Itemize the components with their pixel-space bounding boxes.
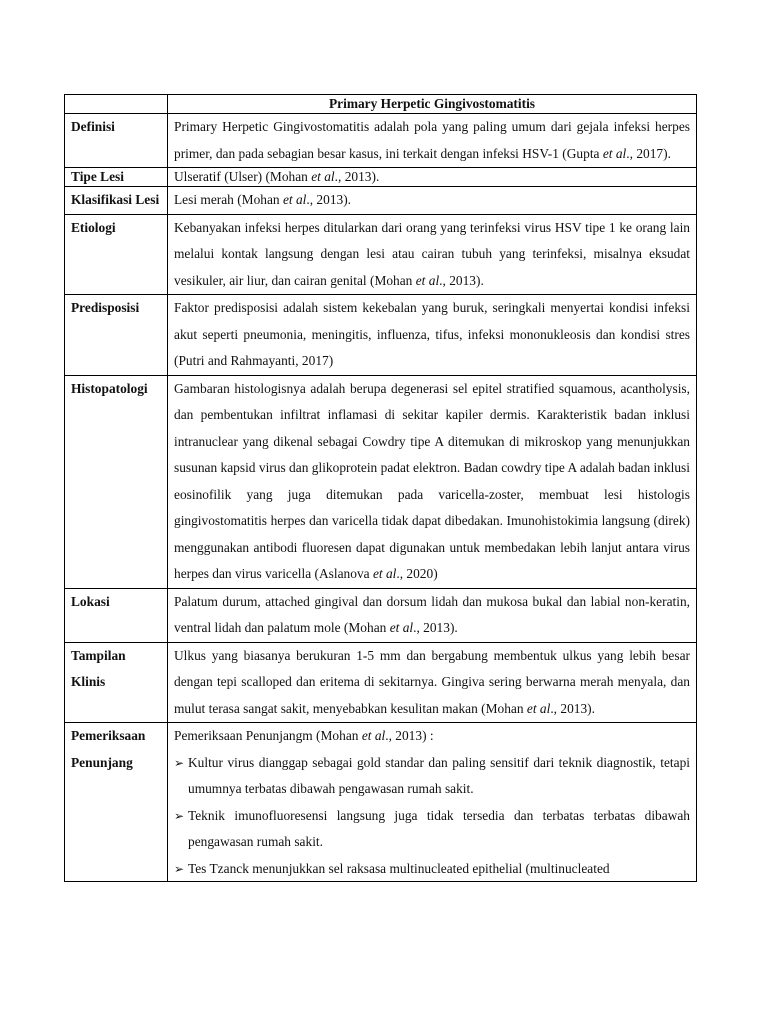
table-row [65, 588, 697, 642]
row-content: Primary Herpetic Gingivostomatitis adalah pola yang paling umum dari gejala infeksi herpes primer, dan pada sebagian besar kasus, ini terkait dengan infeksi HSV-1 (Gupta et al., 2017). [168, 114, 697, 168]
list-item-text: Kultur virus dianggap sebagai gold standar dan paling sensitif dari teknik diagnostik, tetapi umumnya terbatas dibawah pengawasan rumah sakit. [188, 754, 690, 796]
row-content: Kebanyakan infeksi herpes ditularkan dari orang yang terinfeksi virus HSV tipe 1 ke orang lain melalui kontak langsung dengan lesi atau cairan tubuh yang terinfeksi, misalnya eksudat vesikuler, air liur, dan cairan genital (Mohan et al., 2013). [168, 214, 697, 295]
info-table [64, 94, 697, 882]
list-item [174, 750, 690, 803]
row-content: Palatum durum, attached gingival dan dorsum lidah dan mukosa bukal dan labial non-keratin, ventral lidah dan palatum mole (Mohan et al., 2013). [168, 588, 697, 642]
table-row [65, 642, 697, 723]
table-row [65, 375, 697, 588]
row-content: Faktor predisposisi adalah sistem kekebalan yang buruk, seringkali menyertai kondisi infeksi akut seperti pneumonia, meningitis, influenza, tifus, infeksi mononukleosis dan kondisi stres (Putri and Rahmayanti, 2017) [168, 295, 697, 376]
table-row [65, 214, 697, 295]
arrow-bullet-icon: ➢ [174, 861, 185, 876]
table-row [65, 168, 697, 187]
list-item [174, 803, 690, 856]
row-label: Tipe Lesi [65, 168, 168, 187]
row-content [168, 723, 697, 882]
arrow-bullet-icon: ➢ [174, 755, 185, 770]
arrow-bullet-icon: ➢ [174, 808, 185, 823]
row-content: Gambaran histologisnya adalah berupa degenerasi sel epitel stratified squamous, acantholysis, dan pembentukan infiltrat inflamasi di sekitar kapiler dermis. Karakteristik badan inklusi intranuclear yang dikenal sebagai Cowdry tipe A ditemukan di mikroskop yang menunjukkan susunan kapsid virus dan glikoprotein padat elektron. Badan cowdry tipe A adalah badan inklusi eosinofilik yang juga ditemukan pada varicella-zoster, membuat lesi histologis gingivostomatitis herpes dan varicella tidak dapat dibedakan. Imunohistokimia langsung (direk) menggunakan antibodi fluoresen dapat digunakan untuk membedakan lebih lanjut antara virus herpes dan virus varicella (Aslanova et al., 2020) [168, 375, 697, 588]
row-label: Lokasi [65, 588, 168, 642]
table-header-row [65, 95, 697, 114]
row-content: Lesi merah (Mohan et al., 2013). [168, 187, 697, 215]
table-row [65, 187, 697, 215]
row-label: Tampilan Klinis [65, 642, 168, 723]
row-content: Ulseratif (Ulser) (Mohan et al., 2013). [168, 168, 697, 187]
row-label: Histopatologi [65, 375, 168, 588]
table-row [65, 723, 697, 882]
exam-intro: Pemeriksaan Penunjangm (Mohan et al., 2013) : [174, 728, 434, 743]
table-row [65, 295, 697, 376]
row-label: Predisposisi [65, 295, 168, 376]
row-label: Etiologi [65, 214, 168, 295]
row-label: Pemeriksaan Penunjang [65, 723, 168, 882]
list-item-text: Tes Tzanck menunjukkan sel raksasa multinucleated epithelial (multinucleated [188, 860, 610, 876]
table-title: Primary Herpetic Gingivostomatitis [168, 95, 697, 114]
row-label: Definisi [65, 114, 168, 168]
table-row [65, 114, 697, 168]
row-label: Klasifikasi Lesi [65, 187, 168, 215]
row-content: Ulkus yang biasanya berukuran 1-5 mm dan bergabung membentuk ulkus yang lebih besar dengan tepi scalloped dan eritema di sekitarnya. Gingiva sering berwarna merah menyala, dan mulut terasa sangat sakit, menyebabkan kesulitan makan (Mohan et al., 2013). [168, 642, 697, 723]
list-item [174, 856, 690, 881]
list-item-text: Teknik imunofluoresensi langsung juga tidak tersedia dan terbatas terbatas dibawah pengawasan rumah sakit. [188, 807, 690, 849]
empty-header-cell [65, 95, 168, 114]
